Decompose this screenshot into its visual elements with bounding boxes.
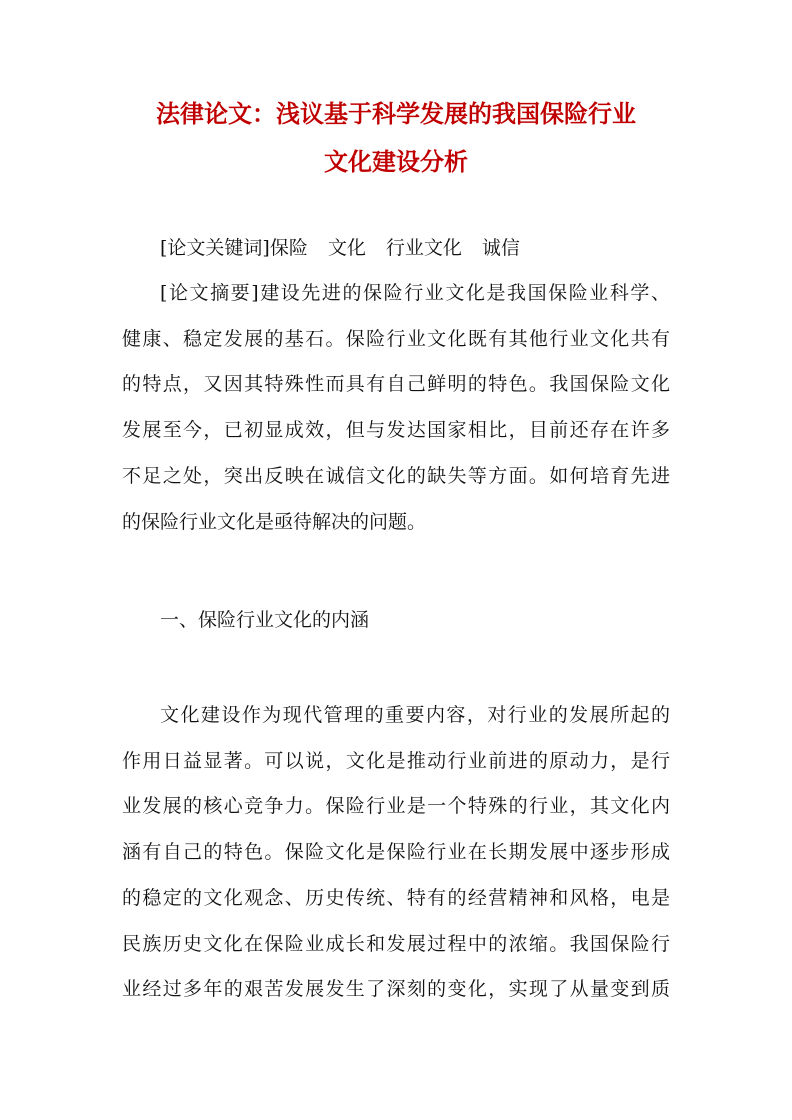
abstract-line: 健康、稳定发展的基石。保险行业文化既有其他行业文化共有 (122, 327, 670, 350)
body-line: 文化建设作为现代管理的重要内容，对行业的发展所起的 (160, 704, 670, 726)
body-line: 涵有自己的特色。保险文化是保险行业在长期发展中逐步形成 (122, 841, 670, 864)
keyword-item: 文化 (327, 237, 366, 259)
section-paragraph (122, 693, 670, 1013)
section-heading: 一、保险行业文化的内涵 (160, 609, 370, 631)
keywords-line (160, 226, 540, 271)
body-line: 作用日益显著。可以说，文化是推动行业前进的原动力，是行 (122, 749, 670, 772)
keyword-item: 诚信 (481, 237, 520, 259)
title-line-2: 文化建设分析 (324, 147, 468, 176)
abstract-paragraph (122, 271, 670, 545)
keyword-item: 保险 (269, 237, 308, 259)
abstract-line: 发展至今，已初显成效，但与发达国家相比，目前还存在许多 (122, 419, 670, 442)
keywords-label: [论文关键词] (160, 237, 270, 259)
title-line-1: 法律论文：浅议基于科学发展的我国保险行业 (156, 99, 636, 128)
body-line: 的稳定的文化观念、历史传统、特有的经营精神和风格，电是 (122, 886, 670, 909)
keyword-item: 行业文化 (385, 237, 462, 259)
abstract-line: [论文摘要]建设先进的保险行业文化是我国保险业科学、 (160, 282, 670, 304)
abstract-line: 的特点，又因其特殊性而具有自己鲜明的特色。我国保险文化 (122, 373, 670, 396)
body-line: 业经过多年的艰苦发展发生了深刻的变化，实现了从量变到质 (122, 978, 670, 1001)
body-line: 民族历史文化在保险业成长和发展过程中的浓缩。我国保险行 (122, 932, 670, 955)
document-title (110, 90, 682, 186)
body-line: 业发展的核心竞争力。保险行业是一个特殊的行业，其文化内 (122, 795, 670, 818)
abstract-line: 的保险行业文化是亟待解决的问题。 (122, 510, 427, 533)
abstract-line: 不足之处，突出反映在诚信文化的缺失等方面。如何培育先进 (122, 464, 670, 487)
